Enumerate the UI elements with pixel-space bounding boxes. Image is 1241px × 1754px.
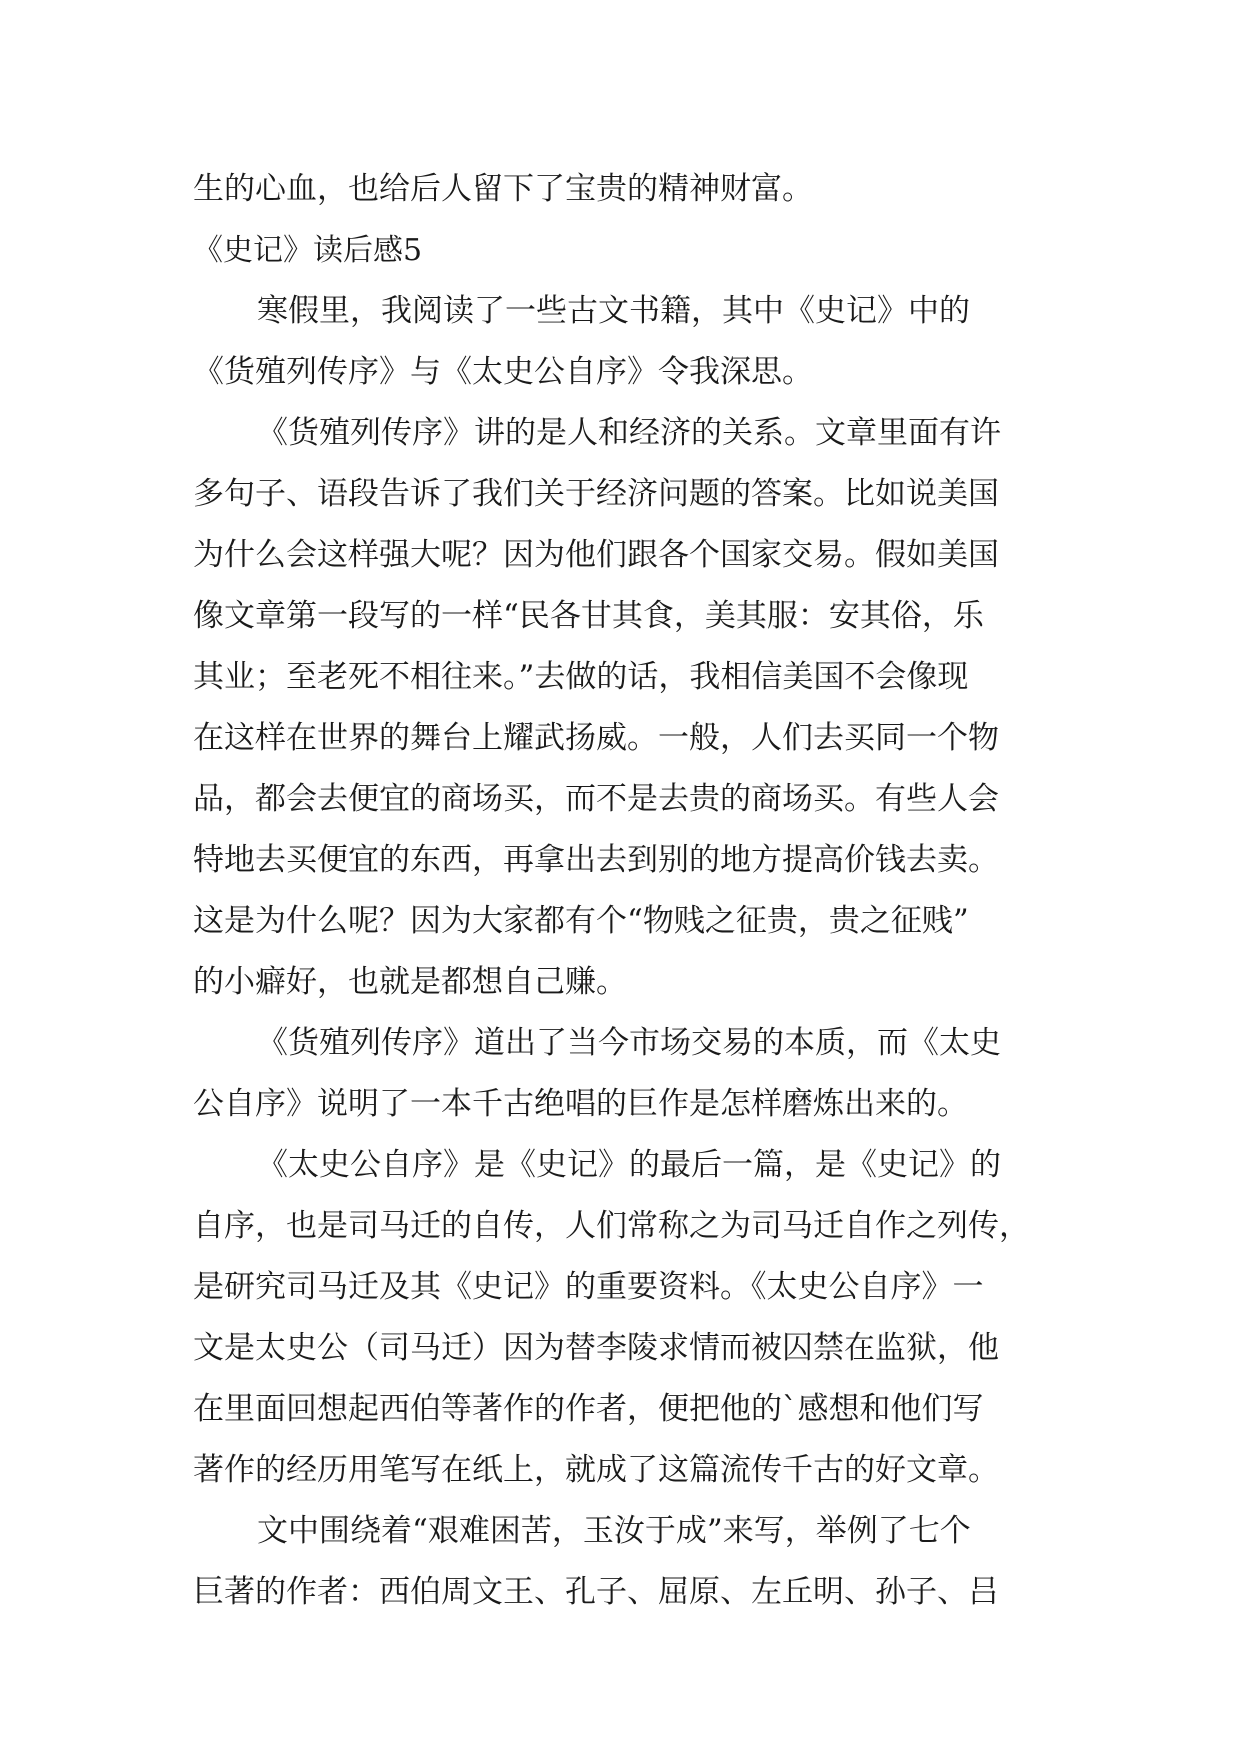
paragraph-start-line: 《货殖列传序》讲的是人和经济的关系。文章里面有许 — [257, 415, 1001, 451]
text-line: 巨著的作者：西伯周文王、孔子、屈原、左丘明、孙子、吕 — [193, 1574, 999, 1610]
text-line: 为什么会这样强大呢？因为他们跟各个国家交易。假如美国 — [193, 537, 999, 573]
paragraph-start-line: 寒假里，我阅读了一些古文书籍，其中《史记》中的 — [257, 293, 970, 329]
text-line: 生的心血，也给后人留下了宝贵的精神财富。 — [193, 171, 813, 207]
text-line: 像文章第一段写的一样“民各甘其食，美其服：安其俗，乐 — [193, 598, 984, 634]
text-line: 文是太史公（司马迁）因为替李陵求情而被囚禁在监狱，他 — [193, 1330, 999, 1366]
paragraph-start-line: 《太史公自序》是《史记》的最后一篇，是《史记》的 — [257, 1147, 1001, 1183]
text-line: 这是为什么呢？因为大家都有个“物贱之征贵，贵之征贱” — [193, 903, 969, 939]
text-line: 多句子、语段告诉了我们关于经济问题的答案。比如说美国 — [193, 476, 999, 512]
text-line: 的小癖好，也就是都想自己赚。 — [193, 964, 627, 1000]
text-line: 是研究司马迁及其《史记》的重要资料。《太史公自序》一 — [193, 1269, 984, 1305]
text-line: 公自序》说明了一本千古绝唱的巨作是怎样磨炼出来的。 — [193, 1086, 968, 1122]
document-body — [193, 159, 1073, 1623]
text-line: 自序，也是司马迁的自传，人们常称之为司马迁自作之列传， — [193, 1208, 1030, 1244]
paragraph-start-line: 《货殖列传序》道出了当今市场交易的本质，而《太史 — [257, 1025, 1001, 1061]
paragraph-start-line: 文中围绕着“艰难困苦，玉汝于成”来写，举例了七个 — [257, 1513, 971, 1549]
text-line: 著作的经历用笔写在纸上，就成了这篇流传千古的好文章。 — [193, 1452, 999, 1488]
text-line: 特地去买便宜的东西，再拿出去到别的地方提高价钱去卖。 — [193, 842, 999, 878]
text-line: 在这样在世界的舞台上耀武扬威。一般，人们去买同一个物 — [193, 720, 999, 756]
text-line: 在里面回想起西伯等著作的作者，便把他的`感想和他们写 — [193, 1391, 984, 1427]
text-line: 品，都会去便宜的商场买，而不是去贵的商场买。有些人会 — [193, 781, 999, 817]
text-line: 《货殖列传序》与《太史公自序》令我深思。 — [193, 354, 813, 390]
text-line: 其业；至老死不相往来。”去做的话，我相信美国不会像现 — [193, 659, 969, 695]
section-title: 《史记》读后感5 — [193, 233, 423, 268]
